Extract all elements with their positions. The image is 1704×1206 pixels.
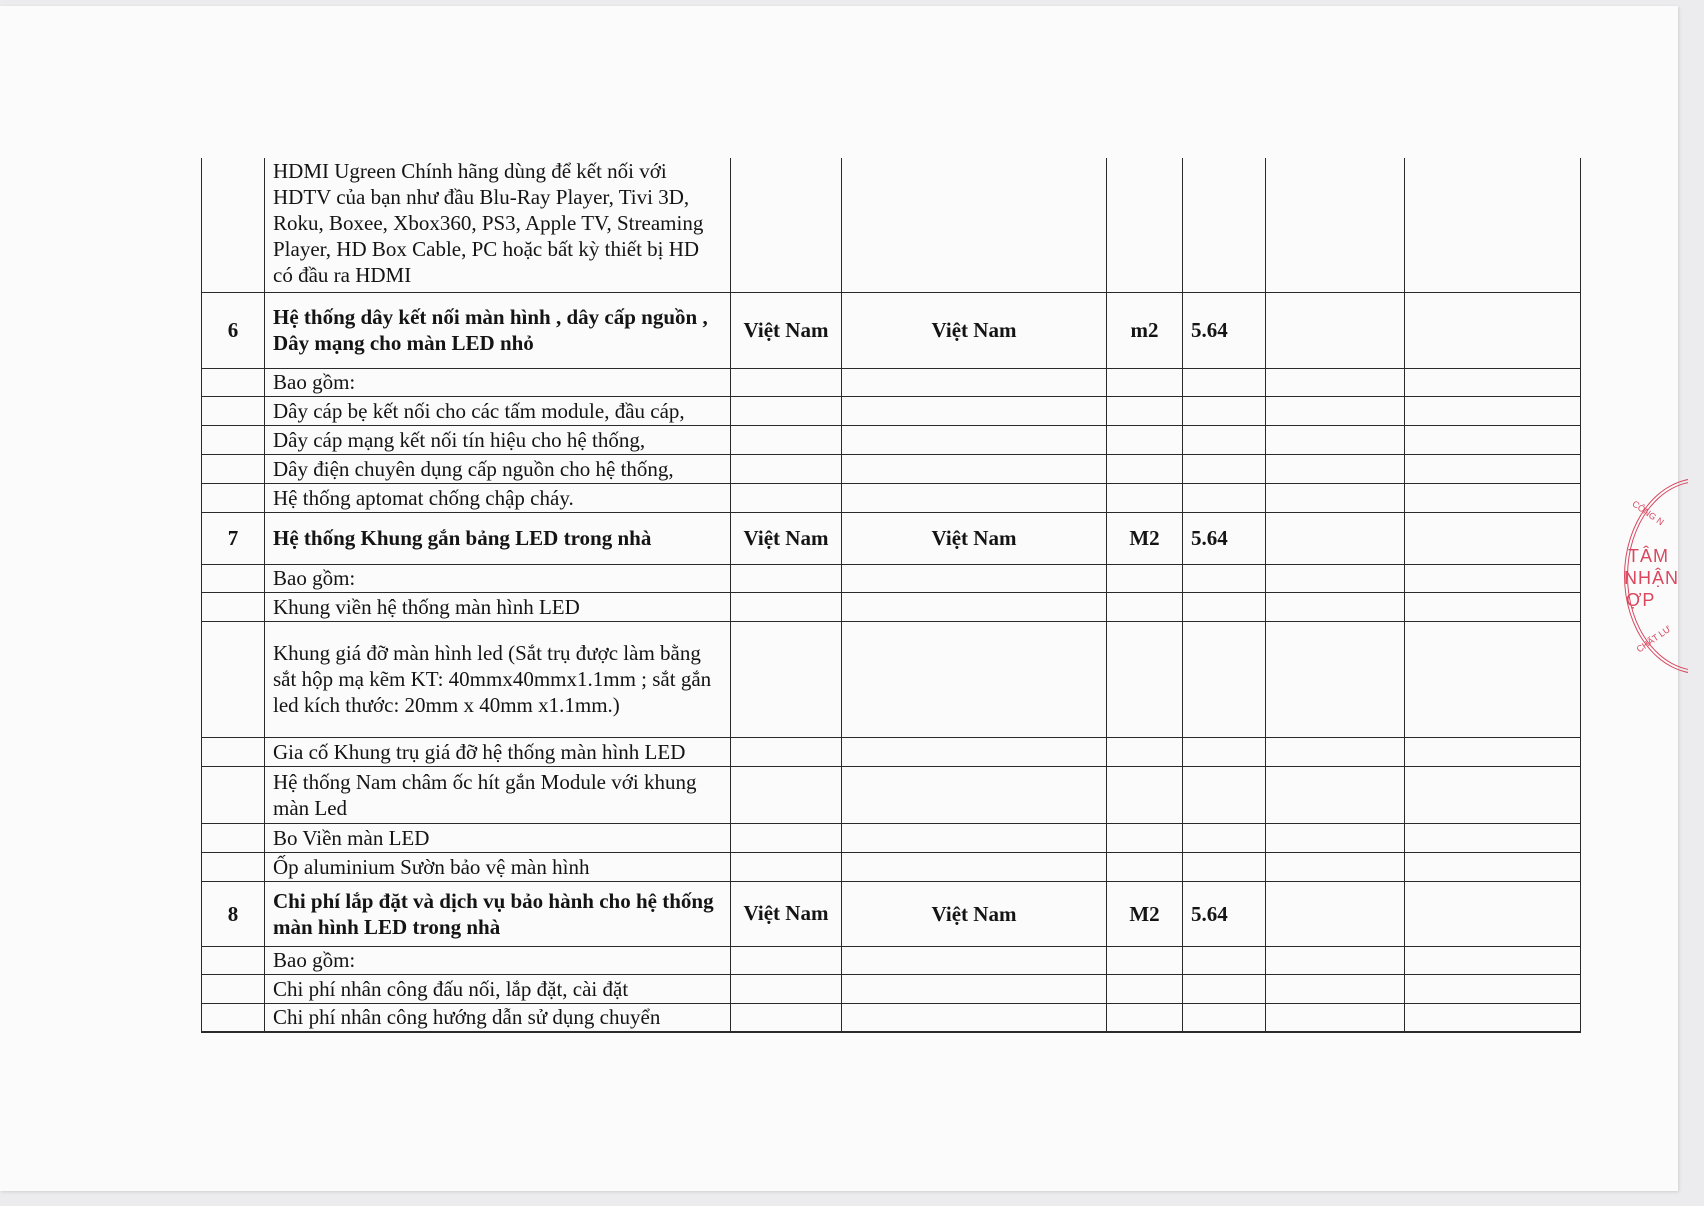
item-unit <box>1107 852 1183 881</box>
item-origin <box>731 425 842 454</box>
row-number <box>202 158 265 292</box>
item-origin <box>731 1003 842 1032</box>
item-manufacturer <box>842 737 1107 766</box>
item-quantity <box>1183 396 1266 425</box>
total-price-cell <box>1405 454 1581 483</box>
item-unit: m2 <box>1107 292 1183 368</box>
total-price-cell <box>1405 766 1581 823</box>
item-description: Hệ thống Khung gắn bảng LED trong nhà <box>265 512 731 564</box>
item-description: Dây cáp mạng kết nối tín hiệu cho hệ thống, <box>265 425 731 454</box>
total-price-cell <box>1405 396 1581 425</box>
item-manufacturer: Việt Nam <box>842 292 1107 368</box>
total-price-cell <box>1405 974 1581 1003</box>
item-quantity: 5.64 <box>1183 292 1266 368</box>
item-unit <box>1107 1003 1183 1032</box>
unit-price-cell <box>1266 766 1405 823</box>
item-quantity: 5.64 <box>1183 881 1266 946</box>
table-row <box>202 292 1581 368</box>
item-unit <box>1107 483 1183 512</box>
item-unit <box>1107 946 1183 974</box>
row-number <box>202 852 265 881</box>
table-row <box>202 1003 1581 1032</box>
table-row <box>202 946 1581 974</box>
item-origin <box>731 483 842 512</box>
item-quantity <box>1183 483 1266 512</box>
item-origin: Việt Nam <box>731 292 842 368</box>
item-quantity <box>1183 946 1266 974</box>
table-row <box>202 881 1581 946</box>
item-unit <box>1107 737 1183 766</box>
item-unit: M2 <box>1107 512 1183 564</box>
item-quantity <box>1183 852 1266 881</box>
total-price-cell <box>1405 292 1581 368</box>
item-manufacturer <box>842 368 1107 396</box>
unit-price-cell <box>1266 621 1405 737</box>
total-price-cell <box>1405 737 1581 766</box>
table-row <box>202 974 1581 1003</box>
item-unit <box>1107 368 1183 396</box>
item-manufacturer <box>842 158 1107 292</box>
item-manufacturer <box>842 766 1107 823</box>
stamp-text: CHẤT LƯ <box>1634 623 1673 655</box>
row-number <box>202 592 265 621</box>
table-row <box>202 512 1581 564</box>
item-manufacturer <box>842 564 1107 592</box>
item-manufacturer <box>842 823 1107 852</box>
item-origin <box>731 946 842 974</box>
unit-price-cell <box>1266 946 1405 974</box>
item-manufacturer <box>842 483 1107 512</box>
row-number <box>202 454 265 483</box>
item-unit <box>1107 766 1183 823</box>
item-manufacturer <box>842 396 1107 425</box>
item-description: Dây điện chuyên dụng cấp nguồn cho hệ thống, <box>265 454 731 483</box>
item-quantity <box>1183 368 1266 396</box>
unit-price-cell <box>1266 425 1405 454</box>
item-description: Bao gồm: <box>265 564 731 592</box>
row-number <box>202 1003 265 1032</box>
stamp-text: TÂM <box>1628 546 1669 566</box>
total-price-cell <box>1405 1003 1581 1032</box>
item-unit <box>1107 621 1183 737</box>
table-row <box>202 158 1581 292</box>
stamp-text: CÔNG N <box>1630 498 1666 528</box>
item-manufacturer: Việt Nam <box>842 881 1107 946</box>
unit-price-cell <box>1266 368 1405 396</box>
item-manufacturer <box>842 1003 1107 1032</box>
row-number <box>202 483 265 512</box>
item-manufacturer <box>842 592 1107 621</box>
unit-price-cell <box>1266 1003 1405 1032</box>
item-quantity <box>1183 1003 1266 1032</box>
item-description: Dây cáp bẹ kết nối cho các tấm module, đầu cáp, <box>265 396 731 425</box>
total-price-cell <box>1405 621 1581 737</box>
total-price-cell <box>1405 881 1581 946</box>
table-row <box>202 823 1581 852</box>
item-quantity <box>1183 425 1266 454</box>
item-description: Hệ thống Nam châm ốc hít gắn Module với khung màn Led <box>265 766 731 823</box>
table-body <box>202 158 1581 1032</box>
stamp-text: ỢP <box>1626 590 1656 610</box>
total-price-cell <box>1405 425 1581 454</box>
row-number: 7 <box>202 512 265 564</box>
row-number <box>202 974 265 1003</box>
item-origin <box>731 974 842 1003</box>
stamp-text: NHẬN <box>1624 568 1680 588</box>
table-row <box>202 766 1581 823</box>
item-origin <box>731 368 842 396</box>
table-row <box>202 852 1581 881</box>
unit-price-cell <box>1266 454 1405 483</box>
specification-table <box>201 158 1581 1033</box>
item-quantity <box>1183 158 1266 292</box>
item-description: HDMI Ugreen Chính hãng dùng để kết nối với HDTV của bạn như đầu Blu-Ray Player, Tivi 3D, Roku, Boxee, Xbox360, PS3, Apple TV, Streaming Player, HD Box Cable, PC hoặc bất kỳ thiết bị HD có đầu ra HDMI <box>265 158 731 292</box>
item-quantity <box>1183 621 1266 737</box>
table-row <box>202 368 1581 396</box>
item-unit <box>1107 158 1183 292</box>
item-manufacturer <box>842 946 1107 974</box>
total-price-cell <box>1405 158 1581 292</box>
unit-price-cell <box>1266 512 1405 564</box>
table-row <box>202 425 1581 454</box>
unit-price-cell <box>1266 564 1405 592</box>
table-row <box>202 454 1581 483</box>
row-number <box>202 396 265 425</box>
row-number <box>202 766 265 823</box>
total-price-cell <box>1405 946 1581 974</box>
item-manufacturer <box>842 621 1107 737</box>
red-seal-stamp <box>1622 478 1688 678</box>
item-quantity <box>1183 974 1266 1003</box>
item-origin <box>731 621 842 737</box>
row-number <box>202 737 265 766</box>
item-origin <box>731 396 842 425</box>
item-unit <box>1107 454 1183 483</box>
unit-price-cell <box>1266 823 1405 852</box>
item-origin: Việt Nam <box>731 881 842 946</box>
item-unit <box>1107 425 1183 454</box>
item-origin <box>731 158 842 292</box>
item-quantity <box>1183 454 1266 483</box>
item-quantity <box>1183 737 1266 766</box>
table-row <box>202 592 1581 621</box>
total-price-cell <box>1405 852 1581 881</box>
item-unit <box>1107 564 1183 592</box>
document-page <box>0 6 1678 1191</box>
unit-price-cell <box>1266 737 1405 766</box>
item-description: Hệ thống dây kết nối màn hình , dây cấp nguồn , Dây mạng cho màn LED nhỏ <box>265 292 731 368</box>
total-price-cell <box>1405 368 1581 396</box>
unit-price-cell <box>1266 852 1405 881</box>
row-number: 8 <box>202 881 265 946</box>
item-unit: M2 <box>1107 881 1183 946</box>
item-description: Chi phí lắp đặt và dịch vụ bảo hành cho hệ thống màn hình LED trong nhà <box>265 881 731 946</box>
row-number <box>202 368 265 396</box>
item-origin <box>731 564 842 592</box>
item-manufacturer <box>842 425 1107 454</box>
row-number <box>202 946 265 974</box>
row-number <box>202 621 265 737</box>
unit-price-cell <box>1266 483 1405 512</box>
item-description: Bao gồm: <box>265 946 731 974</box>
item-manufacturer: Việt Nam <box>842 512 1107 564</box>
item-manufacturer <box>842 852 1107 881</box>
unit-price-cell <box>1266 592 1405 621</box>
item-origin <box>731 454 842 483</box>
item-unit <box>1107 592 1183 621</box>
item-origin <box>731 823 842 852</box>
item-description: Chi phí nhân công đấu nối, lắp đặt, cài đặt <box>265 974 731 1003</box>
unit-price-cell <box>1266 396 1405 425</box>
item-origin <box>731 737 842 766</box>
unit-price-cell <box>1266 292 1405 368</box>
total-price-cell <box>1405 483 1581 512</box>
item-quantity <box>1183 823 1266 852</box>
row-number <box>202 425 265 454</box>
item-unit <box>1107 974 1183 1003</box>
item-origin <box>731 766 842 823</box>
item-description: Chi phí nhân công hướng dẫn sử dụng chuyển <box>265 1003 731 1032</box>
item-unit <box>1107 396 1183 425</box>
item-origin: Việt Nam <box>731 512 842 564</box>
item-quantity <box>1183 766 1266 823</box>
item-description: Ốp aluminium Sườn bảo vệ màn hình <box>265 852 731 881</box>
item-description: Khung viền hệ thống màn hình LED <box>265 592 731 621</box>
item-manufacturer <box>842 454 1107 483</box>
item-unit <box>1107 823 1183 852</box>
unit-price-cell <box>1266 974 1405 1003</box>
table-row <box>202 737 1581 766</box>
unit-price-cell <box>1266 881 1405 946</box>
total-price-cell <box>1405 592 1581 621</box>
row-number <box>202 823 265 852</box>
table-row <box>202 396 1581 425</box>
item-origin <box>731 852 842 881</box>
total-price-cell <box>1405 564 1581 592</box>
item-description: Bo Viền màn LED <box>265 823 731 852</box>
total-price-cell <box>1405 823 1581 852</box>
item-quantity <box>1183 564 1266 592</box>
table-row <box>202 483 1581 512</box>
table-row <box>202 621 1581 737</box>
item-origin <box>731 592 842 621</box>
item-description: Hệ thống aptomat chống chập cháy. <box>265 483 731 512</box>
item-description: Bao gồm: <box>265 368 731 396</box>
table-row <box>202 564 1581 592</box>
row-number <box>202 564 265 592</box>
total-price-cell <box>1405 512 1581 564</box>
item-quantity <box>1183 592 1266 621</box>
row-number: 6 <box>202 292 265 368</box>
item-quantity: 5.64 <box>1183 512 1266 564</box>
unit-price-cell <box>1266 158 1405 292</box>
item-description: Gia cố Khung trụ giá đỡ hệ thống màn hình LED <box>265 737 731 766</box>
item-description: Khung giá đỡ màn hình led (Sắt trụ được làm bằng sắt hộp mạ kẽm KT: 40mmx40mmx1.1mm ; sắt gắn led kích thước: 20mm x 40mm x1.1mm.) <box>265 621 731 737</box>
item-manufacturer <box>842 974 1107 1003</box>
